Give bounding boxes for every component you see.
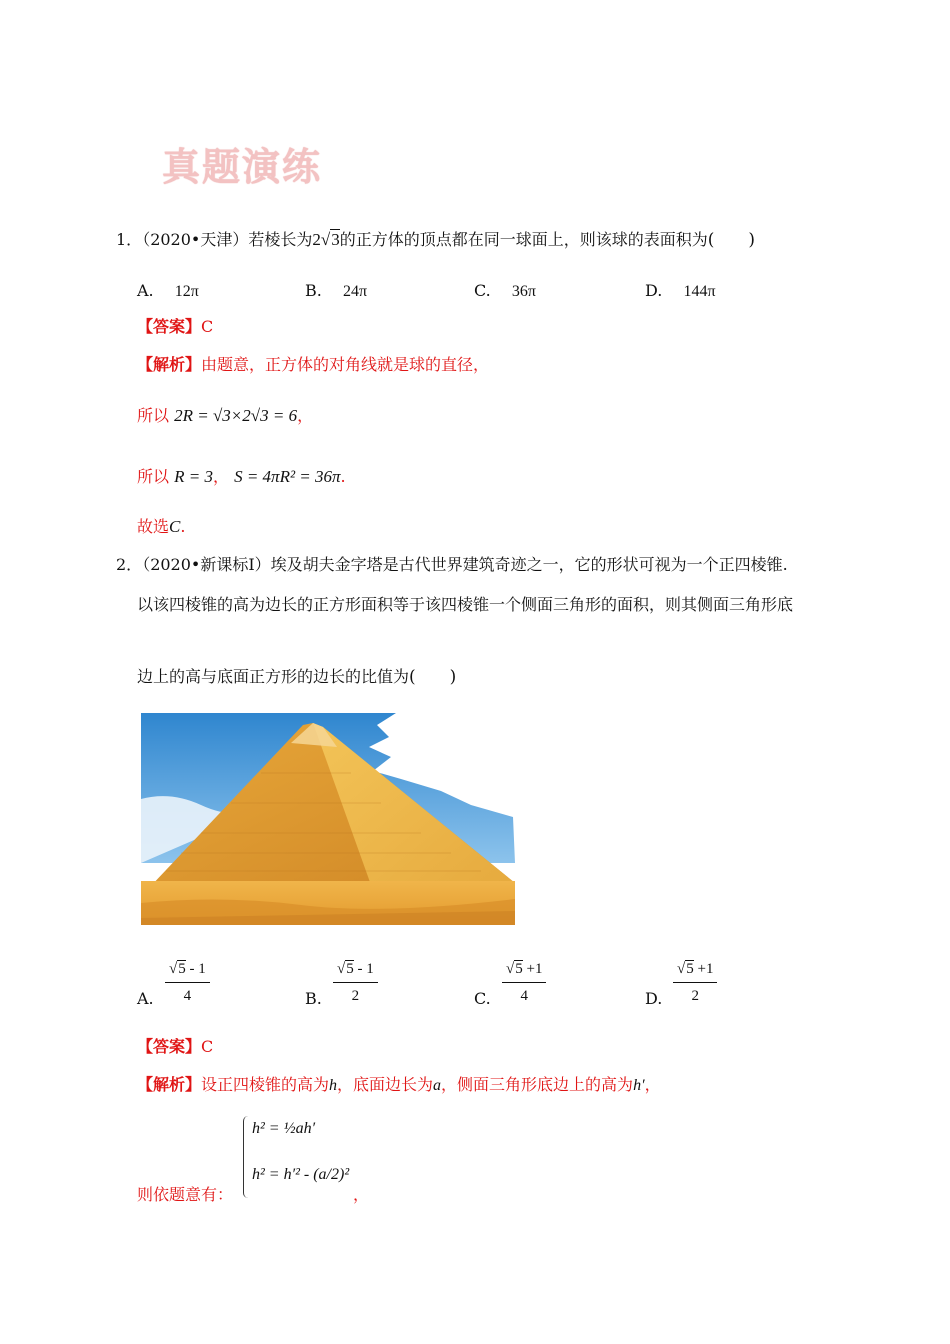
option-c — [474, 280, 536, 303]
question-2-line-2: 以该四棱锥的高为边长的正方形面积等于该四棱锥一个侧面三角形的面积，则其侧面三角形底 — [137, 595, 794, 614]
system-brace — [243, 1116, 252, 1198]
analysis-line — [137, 1074, 661, 1097]
option-fraction: $\frac{√5 +1}{2}$ — [673, 958, 717, 1007]
choice-end: . — [180, 517, 186, 536]
var-a: a — [433, 1077, 442, 1094]
system-lead: 则依题意有： — [137, 1185, 234, 1204]
question-1: 1．（2020•天津）若棱长为2√3的正方体的顶点都在同一球面上，则该球的表面积为( ) — [116, 230, 755, 250]
analysis-tag: 【解析】 — [137, 1075, 202, 1094]
final-choice — [137, 516, 185, 538]
question-text: 的正方体的顶点都在同一球面上，则该球的表面积为 — [339, 230, 708, 249]
step-math: 2R = √3×2√3 = 6 — [174, 406, 298, 425]
question-number: 1． — [116, 230, 143, 249]
analysis-line — [137, 354, 489, 376]
edge-radicand: 3 — [331, 230, 340, 249]
question-source: （2020•新课标Ⅰ） — [142, 555, 271, 574]
option-value: 24π — [342, 283, 368, 300]
option-letter: A. — [137, 989, 154, 1008]
choice-lead: 故选 — [137, 517, 170, 536]
answer-blank: ( ) — [707, 230, 755, 250]
option-letter: B. — [305, 989, 322, 1008]
step-sep: ， — [212, 467, 229, 486]
answer-line — [137, 1036, 213, 1058]
option-fraction: $\frac{√5 +1}{4}$ — [502, 958, 546, 1007]
option-a — [137, 280, 199, 303]
var-h-prime: h′ — [633, 1077, 645, 1094]
question-text: 埃及胡夫金字塔是古代世界建筑奇迹之一，它的形状可视为一个正四棱锥. — [270, 555, 788, 574]
option-letter: D. — [645, 281, 663, 300]
answer-tag: 【答案】 — [137, 317, 202, 336]
option-value: 36π — [511, 283, 536, 300]
option-fraction: $\frac{√5 - 1}{4}$ — [165, 958, 210, 1007]
system-end: ， — [353, 1185, 370, 1204]
solution-step-1 — [137, 405, 313, 427]
question-2 — [116, 554, 788, 576]
answer-tag: 【答案】 — [137, 1037, 202, 1056]
edge-coef: 2 — [312, 230, 321, 249]
step-math-r: R = 3 — [174, 467, 213, 486]
step-end: ， — [297, 406, 314, 425]
step-lead: 所以 — [137, 406, 170, 425]
choice-value: C — [169, 517, 181, 536]
section-title: 真题演练 — [162, 145, 323, 189]
step-lead: 所以 — [137, 467, 170, 486]
equation-1: h² = ½ah′ — [252, 1120, 316, 1137]
option-value: 12π — [174, 283, 199, 300]
option-letter: D. — [645, 989, 663, 1008]
answer-value: C — [201, 1037, 214, 1056]
option-d — [645, 280, 716, 303]
pyramid-photo — [141, 713, 515, 925]
option-letter: A. — [137, 281, 154, 300]
question-number: 2． — [116, 555, 143, 574]
analysis-text: ， — [644, 1075, 661, 1094]
option-b — [305, 280, 367, 303]
question-2-line-3 — [137, 666, 456, 688]
analysis-text: ，侧面三角形底边上的高为 — [441, 1075, 634, 1094]
option-letter: C. — [474, 281, 491, 300]
equation-2: h² = h′² - (a/2)² — [252, 1166, 350, 1183]
analysis-tag: 【解析】 — [137, 355, 202, 374]
option-letter: B. — [305, 281, 322, 300]
option-letter: C. — [474, 989, 491, 1008]
var-h: h — [329, 1077, 338, 1094]
option-value: 144π — [683, 283, 716, 300]
option-fraction: $\frac{√5 - 1}{2}$ — [333, 958, 378, 1007]
step-end: . — [340, 467, 346, 486]
answer-value: C — [201, 317, 214, 336]
solution-step-2 — [137, 466, 346, 488]
analysis-text: 设正四棱锥的高为 — [201, 1075, 330, 1094]
step-math-s: S = 4πR² = 36π — [234, 467, 341, 486]
question-text: 若棱长为 — [248, 230, 313, 249]
question-text: 边上的高与底面正方形的边长的比值为 — [137, 667, 410, 686]
analysis-text: ，底面边长为 — [337, 1075, 434, 1094]
answer-blank: ( ) — [409, 667, 457, 687]
analysis-text: 由题意，正方体的对角线就是球的直径， — [201, 355, 490, 374]
question-source: （2020•天津） — [142, 230, 249, 249]
answer-line — [137, 316, 213, 338]
